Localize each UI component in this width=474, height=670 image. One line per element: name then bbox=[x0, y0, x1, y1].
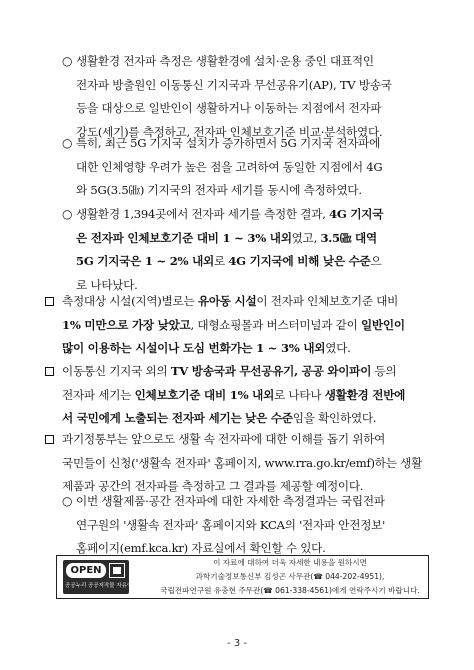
text-run: 였다. bbox=[325, 341, 351, 355]
bullet-circle-marker: ○ bbox=[62, 54, 73, 68]
paragraph-line bbox=[62, 314, 432, 338]
text-run: 로 나타나 bbox=[274, 387, 325, 402]
paragraph-line bbox=[62, 452, 432, 476]
bold-text: 많이 이용하는 시설이나 도심 번화가는 1 ~ 3% 내외 bbox=[62, 341, 326, 355]
paragraph-line bbox=[62, 337, 432, 361]
contact-line-3: 국립전파연구원 유충현 주무관(☎ 061-338-4561)에게 연락주시기 바랍니다. bbox=[160, 586, 420, 595]
text-run: 생활환경 1,394곳에서 전자파 세기를 측정한 결과, bbox=[76, 207, 330, 221]
paragraph bbox=[76, 132, 428, 203]
open-label: OPEN bbox=[66, 563, 106, 578]
text-run: 전자파 방출원인 이동통신 기지국과 무선공유기(AP), TV 방송국 bbox=[76, 77, 392, 92]
bullet-circle-marker: ○ bbox=[62, 136, 73, 150]
contact-line-2: 과학기술정보통신부 김성곤 사무관(☎ 044-202-4951), bbox=[195, 572, 385, 581]
paragraph bbox=[76, 203, 428, 297]
text-run: 대한 인체영향 우려가 높은 점을 고려하여 동일한 지점에서 4G bbox=[76, 159, 383, 174]
text-run: 로 bbox=[213, 254, 229, 268]
section-square-marker bbox=[45, 297, 54, 306]
text-run: 특히, 최근 5G 기지국 설치가 증가하면서 5G 기지국 전자파에 bbox=[76, 136, 381, 150]
bold-text: 3.5㎓ 대역 bbox=[320, 230, 377, 245]
paragraph-line bbox=[76, 250, 428, 274]
paragraph-line bbox=[76, 227, 428, 251]
text-run: 홈페이지(emf.kca.kr) 자료실에서 확인할 수 있다. bbox=[76, 541, 326, 555]
contact-line-1: 이 자료에 대하여 더욱 자세한 내용을 원하시면 bbox=[213, 558, 367, 567]
text-run: 제품과 공간의 전자파를 측정하고 그 결과를 제공할 예정이다. bbox=[62, 479, 364, 493]
paragraph bbox=[76, 50, 428, 144]
bold-text: 서 국민에게 노출되는 전자파 세기는 낮은 수준 bbox=[62, 411, 293, 425]
bold-text: 은 전자파 인체보호기준 대비 1 ~ 3% 내외 bbox=[76, 230, 292, 245]
text-run: 이 전자파 인체보호기준 대비 bbox=[256, 294, 399, 308]
bullet-circle-marker: ○ bbox=[62, 207, 73, 221]
section-square-marker bbox=[45, 435, 54, 444]
text-run: 연구원의 '생활속 전자파' 홈페이지와 KCA의 '전자파 안전정보' bbox=[76, 517, 386, 532]
text-run: , 대형쇼핑몰과 버스터미널과 같이 bbox=[190, 317, 361, 332]
section-square-marker bbox=[45, 367, 54, 376]
paragraph-line bbox=[62, 290, 432, 314]
text-run: 이동통신 기지국 외의 bbox=[62, 364, 171, 378]
text-run: 와 5G(3.5㎓) 기지국의 전자파 세기를 동시에 측정하였다. bbox=[76, 183, 362, 197]
text-run: 등을 대상으로 일반인이 생활하거나 이동하는 지점에서 전자파 bbox=[76, 101, 382, 115]
text-run: 였고, bbox=[291, 230, 321, 245]
paragraph-line bbox=[76, 490, 428, 514]
paragraph-line bbox=[62, 360, 432, 384]
paragraph bbox=[62, 360, 432, 431]
text-run: 생활환경 전자파 측정은 생활환경에 설치·운용 중인 대표적인 bbox=[76, 54, 374, 68]
text-run: 임을 확인하였다. bbox=[292, 411, 377, 425]
paragraph bbox=[62, 290, 432, 361]
text-run: 국민들이 신청('생활속 전자파' 홈페이지, www.rra.go.kr/emf)하는 생활 bbox=[62, 455, 423, 470]
bold-text: 생활환경 전반에 bbox=[324, 387, 406, 402]
paragraph bbox=[76, 490, 428, 561]
paragraph-line bbox=[76, 132, 428, 156]
paragraph-line bbox=[62, 407, 432, 431]
paragraph-line bbox=[62, 428, 432, 452]
bold-text: 5G 기지국은 1 ~ 2% 내외 bbox=[76, 254, 214, 268]
license-type-icon bbox=[109, 563, 125, 578]
bold-text: 4G 기지국에 비해 낮은 수준 bbox=[228, 254, 371, 268]
text-run: 전자파 세기는 bbox=[62, 387, 135, 402]
paragraph-line bbox=[76, 74, 428, 98]
text-run: 강도(세기)를 측정하고, 전자파 인체보호기준 비교·분석하였다. bbox=[76, 124, 383, 139]
bold-text: 유아동 시설 bbox=[197, 294, 257, 308]
open-license-badge bbox=[63, 560, 149, 594]
license-caption: 공공누리 공공저작물 자유이용허락 bbox=[65, 583, 149, 589]
text-run: 이번 생활제품·공간 전자파에 대한 자세한 측정결과는 국립전파 bbox=[76, 494, 385, 508]
paragraph-line bbox=[76, 179, 428, 203]
text-run: 등의 bbox=[371, 364, 397, 378]
text-run: 측정대상 시설(지역)별로는 bbox=[62, 294, 198, 308]
bold-text: TV 방송국과 무선공유기, 공공 와이파이 bbox=[170, 364, 372, 378]
paragraph-line bbox=[62, 384, 432, 408]
paragraph-line bbox=[76, 514, 428, 538]
bold-text: 4G 기지국 bbox=[329, 207, 384, 221]
paragraph-line bbox=[76, 97, 428, 121]
bold-text: 일반인이 bbox=[360, 317, 405, 332]
paragraph-line bbox=[76, 50, 428, 74]
paragraph-line bbox=[76, 156, 428, 180]
text-run: 으 bbox=[370, 254, 382, 268]
text-run: 과기정통부는 앞으로도 생활 속 전자파에 대한 이해를 돕기 위하여 bbox=[62, 432, 386, 446]
paragraph bbox=[62, 428, 432, 499]
bold-text: 1% 미만으로 가장 낮았고 bbox=[62, 317, 191, 332]
bullet-circle-marker: ○ bbox=[62, 494, 73, 508]
page-number: - 3 - bbox=[227, 638, 247, 649]
text-run: 로 나타났다. bbox=[76, 277, 138, 292]
bold-text: 인체보호기준 대비 1% 내외 bbox=[134, 387, 275, 402]
paragraph-line bbox=[76, 203, 428, 227]
